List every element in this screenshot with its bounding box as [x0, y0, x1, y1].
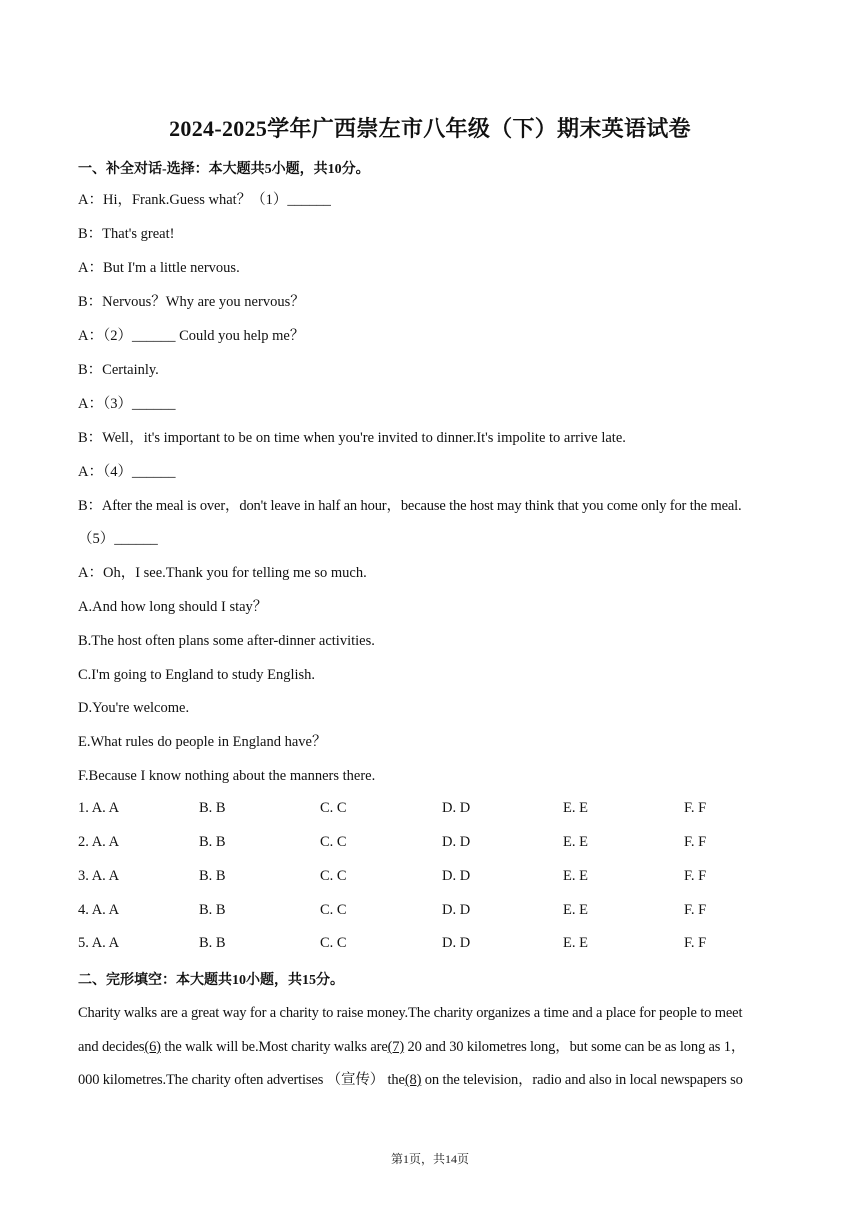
answer-option[interactable]: E. E: [563, 800, 588, 816]
answer-option[interactable]: B. B: [199, 935, 226, 951]
answer-option[interactable]: B. B: [199, 834, 226, 850]
page-title: 2024-2025学年广西崇左市八年级（下）期末英语试卷: [169, 116, 691, 141]
dialogue-line: B：Well，it's important to be on time when you're invited to dinner.It's impolite to arrive late.: [78, 430, 626, 446]
answer-option[interactable]: D. D: [442, 935, 471, 951]
choice-item: A.And how long should I stay？: [78, 599, 268, 615]
answer-option[interactable]: 5. A. A: [78, 935, 120, 951]
answer-option[interactable]: D. D: [442, 902, 471, 918]
answer-option[interactable]: F. F: [684, 800, 707, 816]
dialogue-line: B：After the meal is over，don't leave in half an hour，because the host may think that you come only for the meal.: [78, 498, 742, 514]
choice-item: E.What rules do people in England have？: [78, 734, 327, 750]
dialogue-line: B：Certainly.: [78, 362, 159, 378]
passage-text: on the television，radio and also in local newspapers so: [421, 1072, 743, 1088]
dialogue-line: （5）______: [78, 531, 158, 547]
blank-7: (7): [387, 1039, 405, 1055]
passage-text: the walk will be.Most charity walks are: [160, 1039, 388, 1055]
section-1-heading: 一、补全对话-选择：本大题共5小题，共10分。: [78, 162, 370, 177]
answer-option[interactable]: D. D: [442, 868, 471, 884]
blank-6: (6): [144, 1039, 161, 1055]
page-number: 第1页，共14页: [390, 1152, 469, 1166]
answer-option[interactable]: B. B: [199, 800, 226, 816]
answer-option[interactable]: B. B: [199, 868, 226, 884]
answer-option[interactable]: E. E: [563, 902, 588, 918]
dialogue-line: A：Oh，I see.Thank you for telling me so much.: [78, 565, 367, 581]
answer-option[interactable]: E. E: [563, 935, 588, 951]
choice-item: D.You're welcome.: [78, 700, 190, 716]
passage-line: [78, 1037, 745, 1057]
passage-text: 000 kilometres.The charity often advertises （宣传） the: [78, 1072, 405, 1088]
passage-text: and decides: [78, 1039, 145, 1055]
answer-option[interactable]: E. E: [563, 868, 588, 884]
passage-text: 20 and 30 kilometres long，but some can be as long as 1，: [404, 1039, 746, 1055]
answer-option[interactable]: F. F: [684, 868, 707, 884]
choice-item: C.I'm going to England to study English.: [78, 667, 316, 683]
answer-option[interactable]: 3. A. A: [78, 868, 120, 884]
dialogue-line: B：That's great!: [78, 226, 175, 242]
passage-line: Charity walks are a great way for a charity to raise money.The charity organizes a time and a place for people to meet: [78, 1005, 743, 1021]
dialogue-line: A：Hi，Frank.Guess what？（1）______: [78, 192, 331, 208]
dialogue-line: B：Nervous？Why are you nervous？: [78, 294, 305, 310]
dialogue-line: A：（4）______: [78, 464, 176, 480]
section-2-heading: 二、完形填空：本大题共10小题，共15分。: [78, 973, 344, 988]
dialogue-line: A：（3）______: [78, 396, 176, 412]
blank-8: (8): [404, 1072, 422, 1088]
answer-option[interactable]: E. E: [563, 834, 588, 850]
answer-option[interactable]: C. C: [320, 800, 347, 816]
answer-option[interactable]: F. F: [684, 902, 707, 918]
answer-option[interactable]: D. D: [442, 800, 471, 816]
choice-item: F.Because I know nothing about the manners there.: [78, 768, 376, 784]
answer-option[interactable]: D. D: [442, 834, 471, 850]
answer-option[interactable]: F. F: [684, 834, 707, 850]
answer-option[interactable]: B. B: [199, 902, 226, 918]
answer-option[interactable]: C. C: [320, 868, 347, 884]
answer-option[interactable]: 2. A. A: [78, 834, 120, 850]
dialogue-line: A：But I'm a little nervous.: [78, 260, 240, 276]
answer-option[interactable]: C. C: [320, 834, 347, 850]
answer-option[interactable]: C. C: [320, 935, 347, 951]
answer-option[interactable]: 1. A. A: [78, 800, 120, 816]
dialogue-line: A：（2）______ Could you help me？: [78, 328, 305, 344]
answer-option[interactable]: F. F: [684, 935, 707, 951]
choice-item: B.The host often plans some after-dinner activities.: [78, 633, 375, 649]
answer-option[interactable]: 4. A. A: [78, 902, 120, 918]
answer-option[interactable]: C. C: [320, 902, 347, 918]
passage-line: [78, 1070, 743, 1090]
